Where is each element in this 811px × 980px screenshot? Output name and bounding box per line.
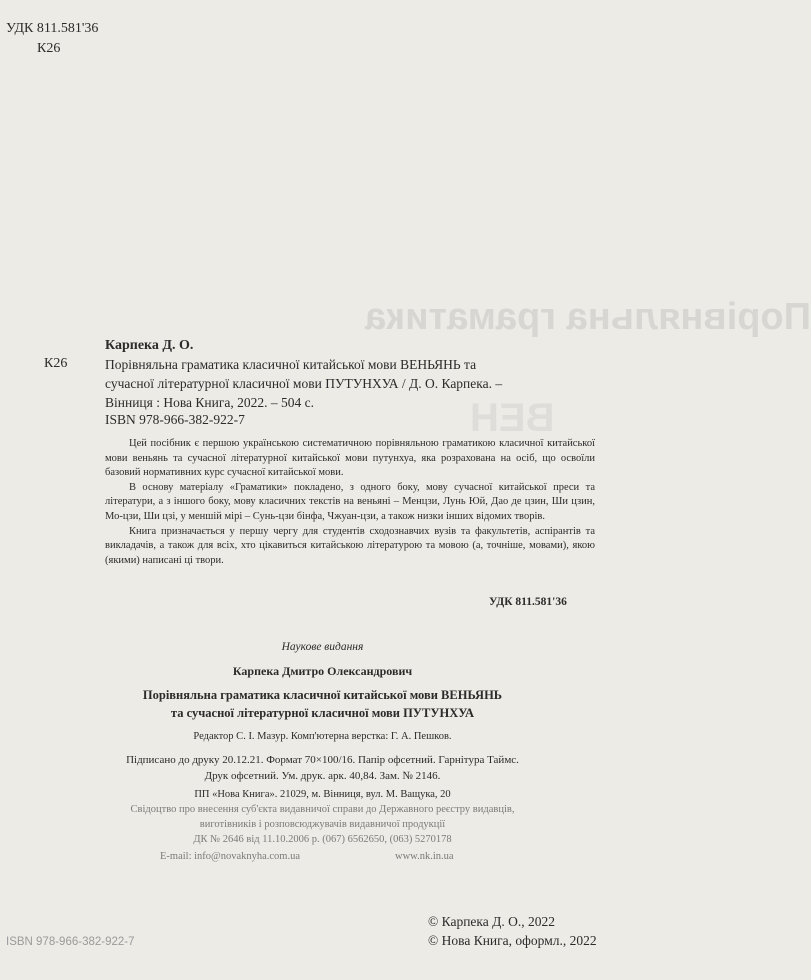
- author-full-name: Карпека Дмитро Олександрович: [232, 664, 413, 678]
- bibliographic-description: [105, 355, 593, 412]
- book-title-line: Порівняльна граматика класичної китайської мови ВЕНЬЯНЬ: [142, 688, 503, 702]
- annotation-paragraph: Книга призначається у першу чергу для студентів сходознавчих вузів та факультетів, аспірантів та викладачів, а також для всіх, хто цікавиться китайською літературою та мовою (а, точніше, мовами), якою (якими) написані ці твори.: [105, 525, 595, 566]
- annotation: [105, 437, 595, 568]
- top-catalog-code: К26: [37, 41, 61, 56]
- catalog-author: Карпека Д. О.: [105, 338, 194, 353]
- copyright-line: © Нова Книга, оформл., 2022: [428, 933, 597, 948]
- certificate-line: Свідоцтво про внесення суб'єкта видавничої справи до Державного реєстру видавців,: [130, 804, 515, 815]
- bleed-through-title: Порівняльна граматика: [365, 296, 811, 338]
- bib-line: Вінниця : Нова Книга, 2022. – 504 с.: [105, 395, 315, 410]
- catalog-code: К26: [44, 356, 68, 371]
- copyright-line: © Карпека Д. О., 2022: [428, 914, 555, 929]
- edition-type: Наукове видання: [281, 641, 364, 653]
- annotation-udk: УДК 811.581'36: [489, 596, 567, 608]
- print-details-line: Підписано до друку 20.12.21. Формат 70×100/16. Папір офсетний. Гарнітура Таймс.: [126, 754, 519, 766]
- certificate-line: виготівників і розповсюджувачів видавничої продукції: [199, 819, 446, 830]
- book-title: [60, 686, 585, 722]
- annotation-paragraph: Цей посібник є першою українською систематичною порівняльною граматикою класичної китайської мови веньянь та сучасної літературної китайської мови путунхуа, яка розрахована на осіб, що освоїли базовий нормативних курс сучасної китайської мови.: [105, 438, 595, 479]
- bib-line: сучасної літературної класичної мови ПУТУНХУА / Д. О. Карпека. –: [105, 376, 503, 391]
- publisher-address: ПП «Нова Книга». 21029, м. Вінниця, вул. М. Ващука, 20: [194, 789, 451, 800]
- staff-credits: Редактор С. І. Мазур. Комп'ютерна верстка: Г. А. Пешков.: [193, 731, 452, 742]
- certificate-line: ДК № 2646 від 11.10.2006 р. (067) 6562650, (063) 5270178: [193, 834, 452, 845]
- publisher-info: [60, 787, 585, 847]
- annotation-paragraph: В основу матеріалу «Граматики» покладено, з одного боку, мову сучасної китайської преси та літератури, а з іншого боку, мову класичних текстів на веньяні – Менцзи, Лунь Юй, Дао де цзин, Ши цзин, Мо-цзи, Ши цзі, у меншій мірі – Сунь-цзи бінфа, Чжуан-цзи, а також низки інших відомих творів.: [105, 481, 595, 522]
- bottom-isbn: ISBN 978-966-382-922-7: [6, 936, 135, 948]
- print-details-line: Друк офсетний. Ум. друк. арк. 40,84. Зам. № 2146.: [204, 770, 441, 782]
- bleed-through-fragment: ВЕН: [470, 396, 555, 440]
- print-details: [60, 752, 585, 784]
- top-udk: УДК 811.581'36: [6, 21, 99, 36]
- email: E-mail: info@novaknyha.com.ua: [160, 851, 301, 862]
- copyright: [428, 912, 597, 950]
- bib-line: Порівняльна граматика класичної китайської мови ВЕНЬЯНЬ та: [105, 357, 477, 372]
- isbn: ISBN 978-966-382-922-7: [105, 412, 245, 427]
- website: www.nk.in.ua: [395, 851, 454, 862]
- book-title-line: та сучасної літературної класичної мови ПУТУНХУА: [170, 706, 475, 720]
